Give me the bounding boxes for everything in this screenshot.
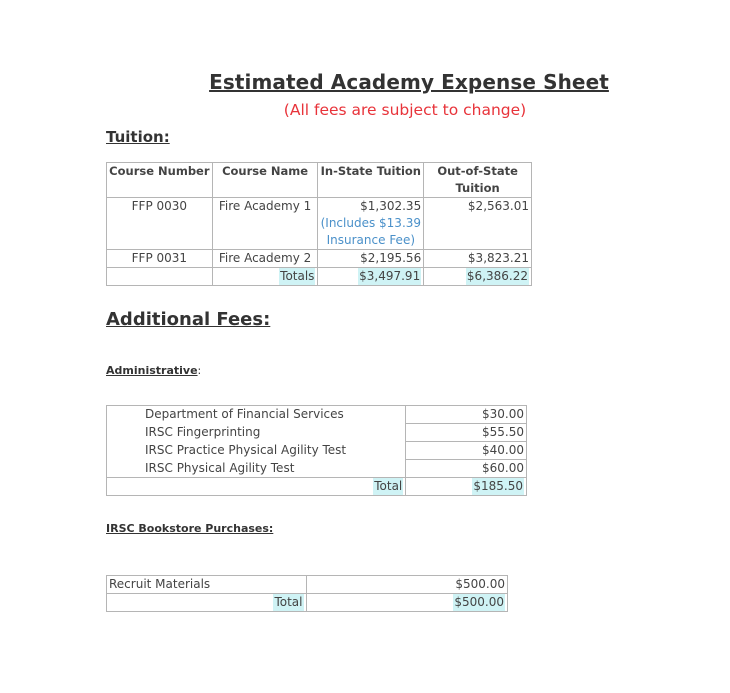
fee-amount: $40.00 (406, 442, 527, 460)
table-row (107, 406, 527, 424)
in-state-amount: $2,195.56 (318, 250, 424, 268)
table-header-row (107, 163, 532, 198)
totals-row (107, 268, 532, 286)
totals-row (107, 478, 527, 496)
in-state-cell (318, 198, 424, 250)
fee-label: IRSC Fingerprinting (107, 424, 406, 442)
table-row (107, 250, 532, 268)
administrative-heading: Administrative: (106, 364, 202, 377)
in-state-amount: $1,302.35 (360, 199, 422, 213)
bookstore-total-label: Total (274, 595, 303, 609)
page-subtitle: (All fees are subject to change) (283, 101, 527, 119)
admin-total-label: Total (374, 479, 403, 493)
administrative-table (106, 405, 527, 496)
bookstore-table (106, 575, 508, 612)
fee-label: IRSC Physical Agility Test (107, 460, 406, 478)
page-title: Estimated Academy Expense Sheet (209, 70, 609, 94)
item-amount: $500.00 (306, 576, 508, 594)
table-row (107, 424, 527, 442)
bookstore-heading: IRSC Bookstore Purchases: (106, 522, 274, 535)
course-name: Fire Academy 2 (212, 250, 318, 268)
item-label: Recruit Materials (107, 576, 307, 594)
additional-fees-heading: Additional Fees: (106, 309, 271, 330)
bookstore-total: $500.00 (454, 595, 504, 609)
fee-label: IRSC Practice Physical Agility Test (107, 442, 406, 460)
fee-amount: $30.00 (406, 406, 527, 424)
table-row (107, 198, 532, 250)
out-state-amount: $3,823.21 (424, 250, 532, 268)
fee-amount: $55.50 (406, 424, 527, 442)
table-row (107, 442, 527, 460)
course-number: FFP 0030 (107, 198, 213, 250)
header-course-number: Course Number (107, 163, 213, 198)
header-in-state: In-State Tuition (318, 163, 424, 198)
fee-amount: $60.00 (406, 460, 527, 478)
course-number: FFP 0031 (107, 250, 213, 268)
course-name: Fire Academy 1 (212, 198, 318, 250)
table-row (107, 460, 527, 478)
totals-label: Totals (280, 269, 315, 283)
header-out-state: Out-of-State Tuition (424, 163, 532, 198)
admin-total: $185.50 (473, 479, 523, 493)
tuition-table (106, 162, 532, 286)
header-course-name: Course Name (212, 163, 318, 198)
totals-row (107, 594, 508, 612)
total-in-state: $3,497.91 (359, 269, 421, 283)
insurance-note: (Includes $13.39 Insurance Fee) (320, 216, 422, 247)
total-out-state: $6,386.22 (466, 269, 528, 283)
tuition-heading: Tuition: (106, 128, 170, 146)
table-row (107, 576, 508, 594)
fee-label: Department of Financial Services (107, 406, 406, 424)
out-state-amount: $2,563.01 (424, 198, 532, 250)
